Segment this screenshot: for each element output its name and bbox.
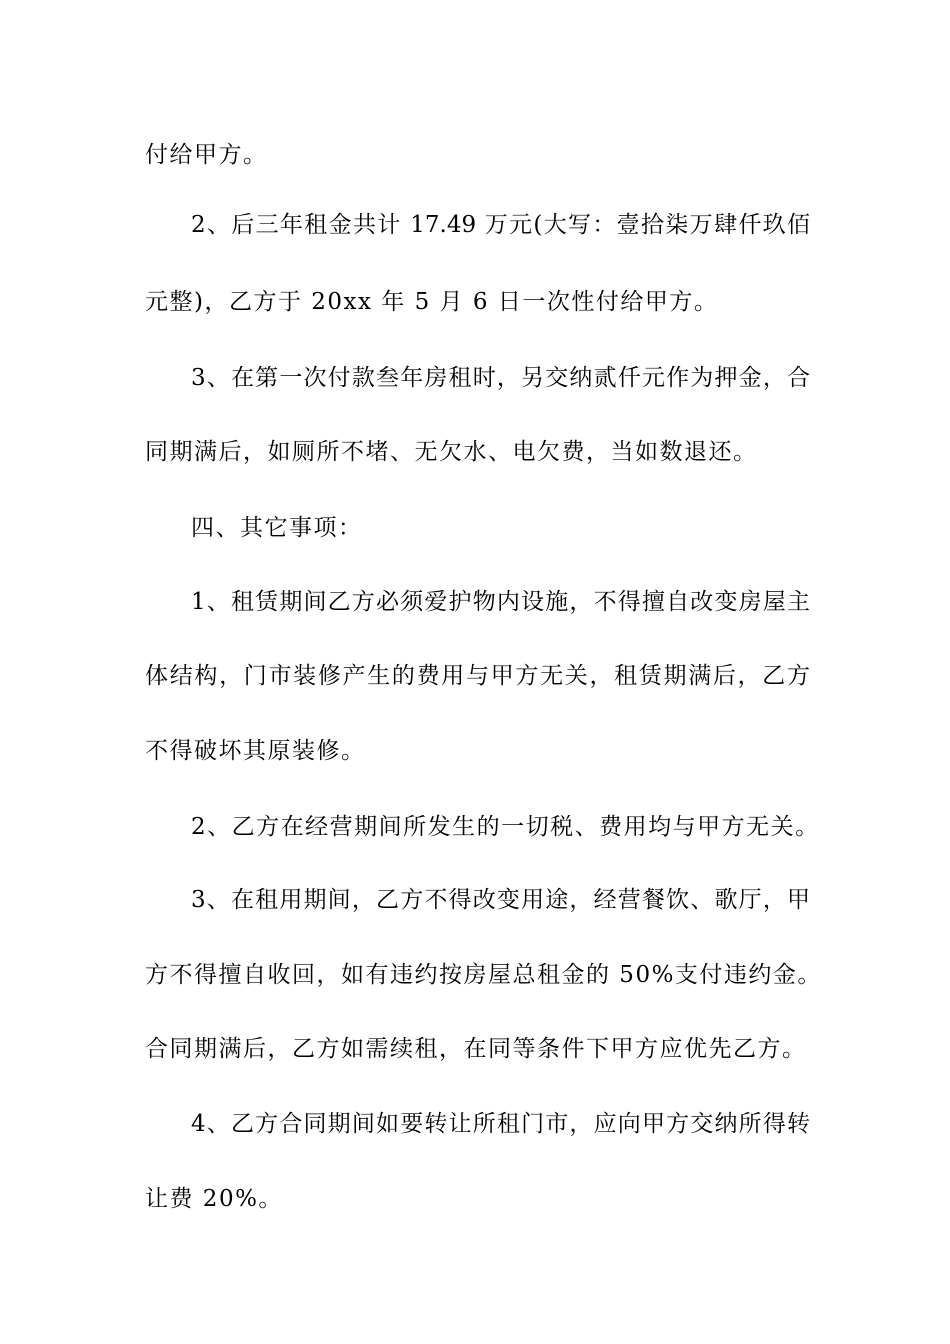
text-line-1: 付给甲方。 — [145, 142, 268, 168]
text-line-4: 3、在第一次付款叁年房租时，另交纳贰仟元作为押金，合 — [191, 365, 810, 391]
text-line-15: 让费 20%。 — [145, 1186, 283, 1212]
text-line-3: 元整)，乙方于 20xx 年 5 月 6 日一次性付给甲方。 — [145, 289, 719, 315]
section-heading-other-matters: 四、其它事项： — [191, 515, 363, 541]
text-line-2: 2、后三年租金共计 17.49 万元(大写：壹拾柒万肆仟玖佰 — [191, 212, 810, 238]
text-line-12: 方不得擅自收回，如有违约按房屋总租金的 50%支付违约金。 — [145, 962, 822, 988]
text-line-11: 3、在租用期间，乙方不得改变用途，经营餐饮、歌厅，甲 — [191, 887, 810, 913]
text-line-9: 不得破坏其原装修。 — [145, 738, 366, 764]
text-line-13: 合同期满后，乙方如需续租，在同等条件下甲方应优先乙方。 — [145, 1036, 807, 1062]
text-line-8: 体结构，门市装修产生的费用与甲方无关，租赁期满后，乙方 — [145, 663, 810, 689]
text-line-10: 2、乙方在经营期间所发生的一切税、费用均与甲方无关。 — [191, 814, 820, 840]
text-line-14: 4、乙方合同期间如要转让所租门市，应向甲方交纳所得转 — [191, 1111, 810, 1137]
text-line-7: 1、租赁期间乙方必须爱护物内设施，不得擅自改变房屋主 — [191, 589, 810, 615]
text-line-5: 同期满后，如厕所不堵、无欠水、电欠费，当如数退还。 — [145, 439, 758, 465]
